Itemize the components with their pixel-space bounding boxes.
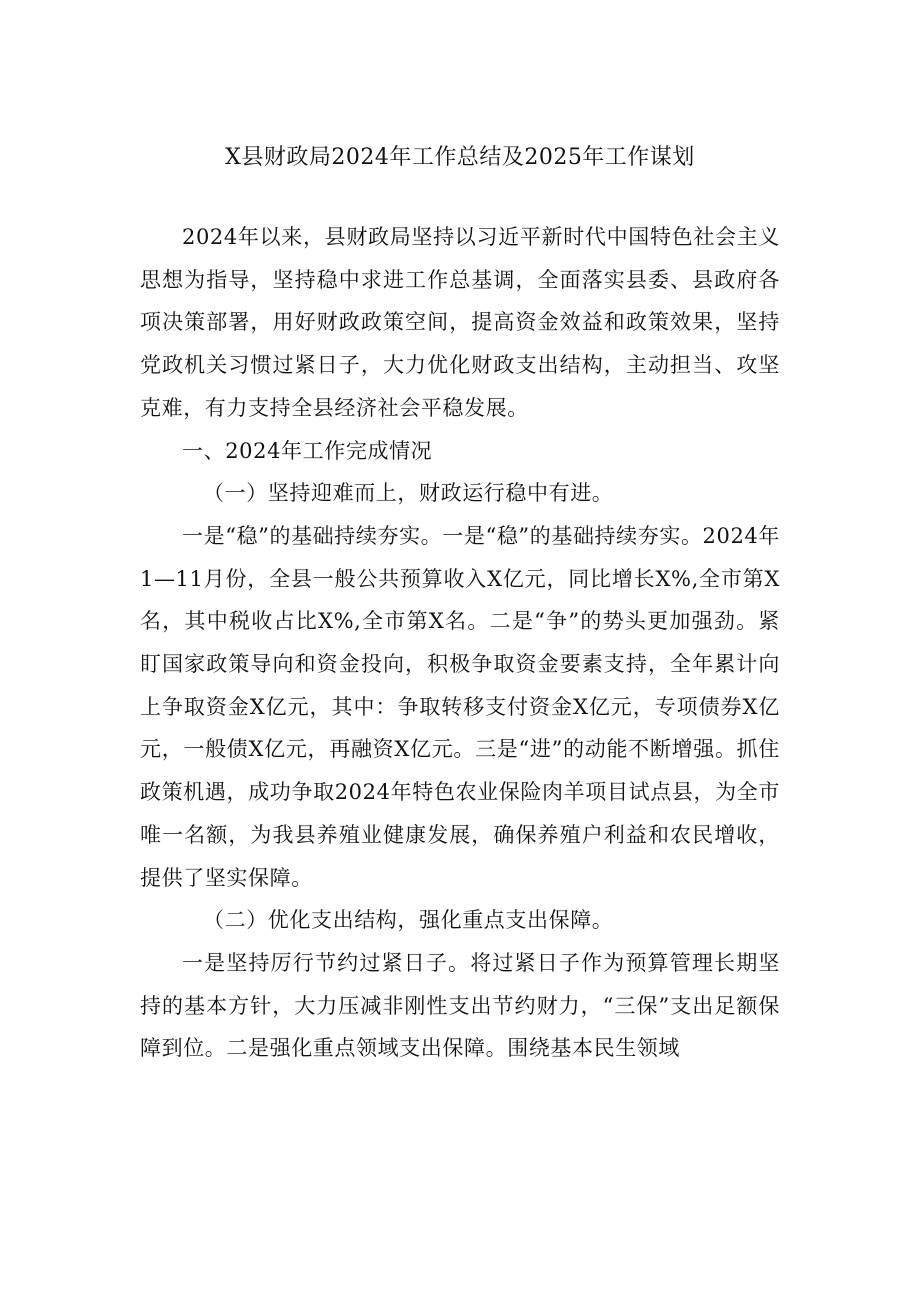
subsection-heading-1: （一）坚持迎难而上，财政运行稳中有进。 (203, 481, 614, 506)
document-body (140, 216, 780, 1070)
document-title: X县财政局2024年工作总结及2025年工作谋划 (225, 145, 695, 170)
body-paragraph-1: 一是“稳”的基础持续夯实。一是“稳”的基础持续夯实。2024年1—11月份，全县一般公共预算收入X亿元，同比增长X%,全市第X名，其中税收占比X%,全市第X名。二是“争”的势头更加强劲。紧盯国家政策导向和资金投向，积极争取资金要素支持，全年累计向上争取资金X亿元，其中：争取转移支付资金X亿元，专项债券X亿元，一般债X亿元，再融资X亿元。三是“进”的动能不断增强。抓住政策机遇，成功争取2024年特色农业保险肉羊项目试点县，为全市唯一名额，为我县养殖业健康发展，确保养殖户利益和农民增收，提供了坚实保障。 (140, 523, 780, 890)
body-paragraph-2: 一是坚持厉行节约过紧日子。将过紧日子作为预算管理长期坚持的基本方针，大力压减非刚性支出节约财力，“三保”支出足额保障到位。二是强化重点领域支出保障。围绕基本民生领域 (140, 950, 780, 1061)
subsection-heading-2: （二）优化支出结构，强化重点支出保障。 (203, 908, 614, 933)
intro-paragraph: 2024年以来，县财政局坚持以习近平新时代中国特色社会主义思想为指导，坚持稳中求进工作总基调，全面落实县委、县政府各项决策部署，用好财政政策空间，提高资金效益和政策效果，坚持党政机关习惯过紧日子，大力优化财政支出结构，主动担当、攻坚克难，有力支持全县经济社会平稳发展。 (140, 225, 780, 420)
section-heading-1: 一、2024年工作完成情况 (182, 438, 433, 463)
